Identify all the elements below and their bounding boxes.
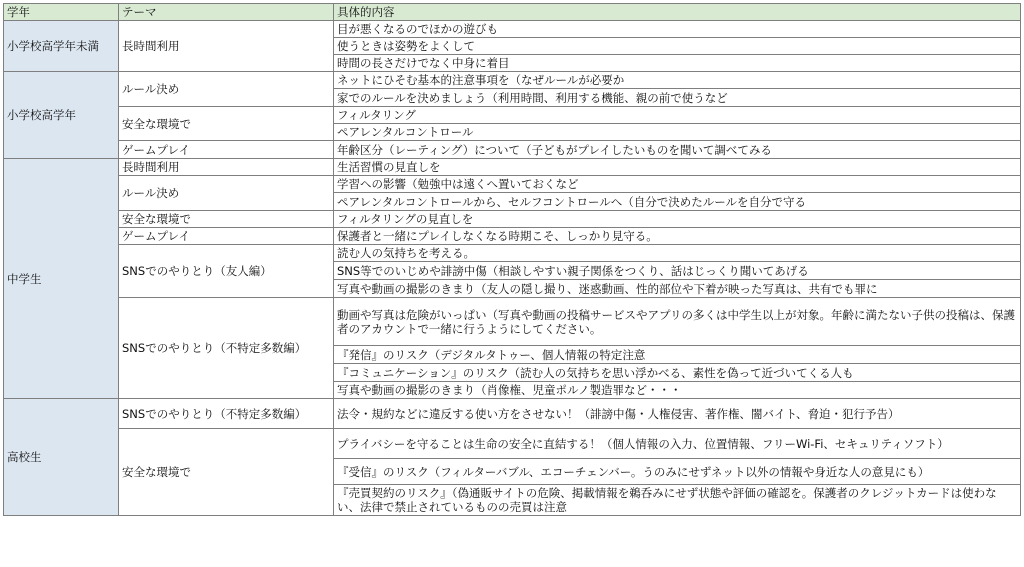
detail-cell[interactable]: 法令・規約などに違反する使い方をさせない！（誹謗中傷・人権侵害、著作権、闇バイト、脅迫・犯行予告） [334, 399, 1021, 429]
detail-cell[interactable]: 『売買契約のリスク』（偽通販サイトの危険、掲載情報を鵜呑みにせず状態や評価の確認を。保護者のクレジットカードは使わない、法律で禁止されているものの売買は注意 [334, 485, 1021, 516]
detail-cell[interactable]: フィルタリング [334, 107, 1021, 124]
theme-cell[interactable]: 安全な環境で [119, 429, 334, 516]
theme-cell[interactable]: SNSでのやりとり（不特定多数編） [119, 298, 334, 399]
detail-cell[interactable]: 使うときは姿勢をよくして [334, 38, 1021, 55]
detail-cell[interactable]: 時間の長さだけでなく中身に着目 [334, 55, 1021, 72]
table-row [4, 399, 1021, 429]
theme-cell[interactable]: ルール決め [119, 72, 334, 107]
header-grade[interactable]: 学年 [4, 4, 119, 21]
theme-cell[interactable]: SNSでのやりとり（不特定多数編） [119, 399, 334, 429]
detail-cell[interactable]: 写真や動画の撮影のきまり（友人の隠し撮り、迷惑動画、性的部位や下着が映った写真は、共有でも罪に [334, 280, 1021, 298]
table-row [4, 107, 1021, 124]
detail-cell[interactable]: ネットにひそむ基本的注意事項を（なぜルールが必要か [334, 72, 1021, 89]
theme-cell[interactable]: 安全な環境で [119, 211, 334, 228]
detail-cell[interactable]: プライバシーを守ることは生命の安全に直結する！（個人情報の入力、位置情報、フリーWi-Fi、セキュリティソフト） [334, 429, 1021, 459]
grade-cell[interactable]: 高校生 [4, 399, 119, 516]
header-row [4, 4, 1021, 21]
theme-cell[interactable]: 長時間利用 [119, 21, 334, 72]
detail-cell[interactable]: フィルタリングの見直しを [334, 211, 1021, 228]
table-row [4, 176, 1021, 193]
theme-cell[interactable]: 安全な環境で [119, 107, 334, 141]
detail-cell[interactable]: 『コミュニケーション』のリスク（読む人の気持ちを思い浮かべる、素性を偽って近づいてくる人も [334, 364, 1021, 382]
guideline-table [3, 3, 1021, 516]
table-row [4, 21, 1021, 38]
detail-cell[interactable]: ペアレンタルコントロールから、セルフコントロールへ（自分で決めたルールを自分で守る [334, 193, 1021, 211]
detail-cell[interactable]: 写真や動画の撮影のきまり（肖像権、児童ポルノ製造罪など・・・ [334, 382, 1021, 399]
detail-cell[interactable]: SNS等でのいじめや誹謗中傷（相談しやすい親子関係をつくり、話はじっくり聞いてあげる [334, 262, 1021, 280]
table-row [4, 141, 1021, 159]
grade-cell[interactable]: 中学生 [4, 159, 119, 399]
detail-cell[interactable]: 学習への影響（勉強中は遠くへ置いておくなど [334, 176, 1021, 193]
detail-cell[interactable]: 『受信』のリスク（フィルターバブル、エコーチェンバー。うのみにせずネット以外の情報や身近な人の意見にも） [334, 459, 1021, 485]
table-row [4, 211, 1021, 228]
table-row [4, 159, 1021, 176]
table-row [4, 245, 1021, 262]
detail-cell[interactable]: 生活習慣の見直しを [334, 159, 1021, 176]
detail-cell[interactable]: 保護者と一緒にプレイしなくなる時期こそ、しっかり見守る。 [334, 228, 1021, 245]
theme-cell[interactable]: ゲームプレイ [119, 141, 334, 159]
detail-cell[interactable]: 年齢区分（レーティング）について（子どもがプレイしたいものを聞いて調べてみる [334, 141, 1021, 159]
theme-cell[interactable]: SNSでのやりとり（友人編） [119, 245, 334, 298]
detail-cell[interactable]: 読む人の気持ちを考える。 [334, 245, 1021, 262]
table-row [4, 72, 1021, 89]
detail-cell[interactable]: 動画や写真は危険がいっぱい（写真や動画の投稿サービスやアプリの多くは中学生以上が対象。年齢に満たない子供の投稿は、保護者のアカウントで一緒に行うようにしてください。 [334, 298, 1021, 346]
detail-cell[interactable]: 『発信』のリスク（デジタルタトゥー、個人情報の特定注意 [334, 346, 1021, 364]
detail-cell[interactable]: 家でのルールを決めましょう（利用時間、利用する機能、親の前で使うなど [334, 89, 1021, 107]
table-row [4, 298, 1021, 346]
grade-cell[interactable]: 小学校高学年 [4, 72, 119, 159]
table-row [4, 429, 1021, 459]
theme-cell[interactable]: 長時間利用 [119, 159, 334, 176]
header-theme[interactable]: テーマ [119, 4, 334, 21]
header-detail[interactable]: 具体的内容 [334, 4, 1021, 21]
table-row [4, 228, 1021, 245]
detail-cell[interactable]: 目が悪くなるのでほかの遊びも [334, 21, 1021, 38]
detail-cell[interactable]: ペアレンタルコントロール [334, 124, 1021, 141]
theme-cell[interactable]: ルール決め [119, 176, 334, 211]
theme-cell[interactable]: ゲームプレイ [119, 228, 334, 245]
grade-cell[interactable]: 小学校高学年未満 [4, 21, 119, 72]
